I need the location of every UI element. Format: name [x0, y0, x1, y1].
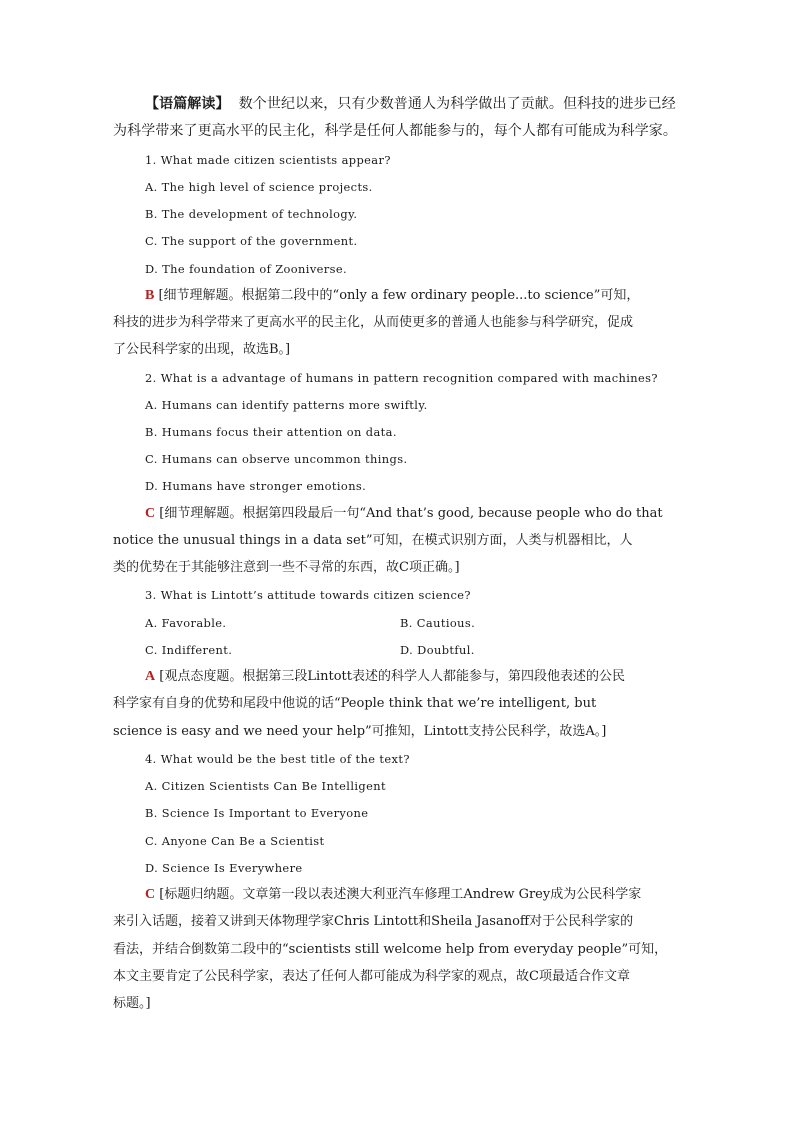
question-1-explanation-line-1	[145, 286, 639, 306]
question-2-option-d: D. Humans have stronger emotions.	[145, 479, 367, 493]
question-1-exp-text-1: [细节理解题。根据第二段中的“only a few ordinary people...to science”可知，	[154, 288, 640, 303]
question-4-option-c: C. Anyone Can Be a Scientist	[145, 834, 325, 848]
question-4-option-d: D. Science Is Everywhere	[145, 861, 303, 875]
question-4-explanation-line-3: 看法，并结合倒数第二段中的“scientists still welcome help from everyday people”可知，	[113, 942, 668, 957]
question-2-explanation-line-3: 类的优势在于其能够注意到一些不寻常的东西，故C项正确。]	[113, 560, 460, 575]
question-1-option-b: B. The development of technology.	[145, 207, 358, 221]
question-4-explanation-line-5: 标题。]	[113, 996, 151, 1011]
question-4-exp-text-1: [标题归纳题。文章第一段以表述澳大利亚汽车修理工Andrew Grey成为公民科学家	[155, 887, 642, 902]
intro-text-1: 数个世纪以来，只有少数普通人为科学做出了贡献。但科技的进步已经	[229, 96, 676, 112]
question-4-option-b: B. Science Is Important to Everyone	[145, 806, 369, 820]
question-2-option-a: A. Humans can identify patterns more swiftly.	[145, 398, 428, 412]
question-2-explanation-line-2: notice the unusual things in a data set”可知，在模式识别方面，人类与机器相比，人	[113, 533, 633, 548]
question-1-option-a: A. The high level of science projects.	[145, 180, 373, 194]
intro-line-2: 为科学带来了更高水平的民主化，科学是任何人都能参与的，每个人都有可能成为科学家。	[113, 123, 677, 139]
question-2-answer: C	[145, 506, 156, 521]
question-1-option-c: C. The support of the government.	[145, 234, 358, 248]
question-3-option-a: A. Favorable.	[145, 616, 227, 630]
question-3-stem: 3. What is Lintott’s attitude towards citizen science?	[145, 588, 471, 602]
question-2-exp-text-1: [细节理解题。根据第四段最后一句“And that’s good, because people who do that	[155, 506, 663, 521]
question-1-explanation-line-3: 了公民科学家的出现，故选B。]	[113, 342, 291, 357]
question-3-explanation-line-3: science is easy and we need your help”可推知，Lintott支持公民科学，故选A。]	[113, 724, 607, 739]
question-1-stem: 1. What made citizen scientists appear?	[145, 153, 391, 167]
question-4-option-a: A. Citizen Scientists Can Be Intelligent	[145, 779, 386, 793]
question-3-option-d: D. Doubtful.	[400, 643, 475, 657]
question-2-stem: 2. What is a advantage of humans in pattern recognition compared with machines?	[145, 371, 658, 385]
question-3-option-c: C. Indifferent.	[145, 643, 233, 657]
question-2-option-b: B. Humans focus their attention on data.	[145, 425, 397, 439]
question-1-option-d: D. The foundation of Zooniverse.	[145, 262, 348, 276]
question-3-answer: A	[145, 669, 156, 684]
question-3-explanation-line-2: 科学家有自身的优势和尾段中他说的话“People think that we’re intelligent, but	[113, 696, 597, 711]
question-2-explanation-line-1	[145, 504, 663, 524]
question-3-explanation-line-1	[145, 667, 625, 687]
question-3-option-b: B. Cautious.	[400, 616, 476, 630]
question-4-answer: C	[145, 887, 156, 902]
intro-line-1	[145, 94, 676, 114]
question-4-explanation-line-1	[145, 885, 641, 905]
question-1-answer: B	[145, 288, 155, 303]
question-4-explanation-line-4: 本文主要肯定了公民科学家，表达了任何人都可能成为科学家的观点，故C项最适合作文章	[113, 969, 630, 984]
question-4-explanation-line-2: 来引入话题，接着又讲到天体物理学家Chris Lintott和Sheila Jasanoff对于公民科学家的	[113, 914, 634, 929]
question-2-option-c: C. Humans can observe uncommon things.	[145, 452, 408, 466]
intro-label: 【语篇解读】	[145, 96, 230, 112]
question-1-explanation-line-2: 科技的进步为科学带来了更高水平的民主化，从而使更多的普通人也能参与科学研究，促成	[113, 315, 634, 330]
question-4-stem: 4. What would be the best title of the text?	[145, 752, 410, 766]
question-3-exp-text-1: [观点态度题。根据第三段Lintott表述的科学人人都能参与，第四段他表述的公民	[155, 669, 625, 684]
